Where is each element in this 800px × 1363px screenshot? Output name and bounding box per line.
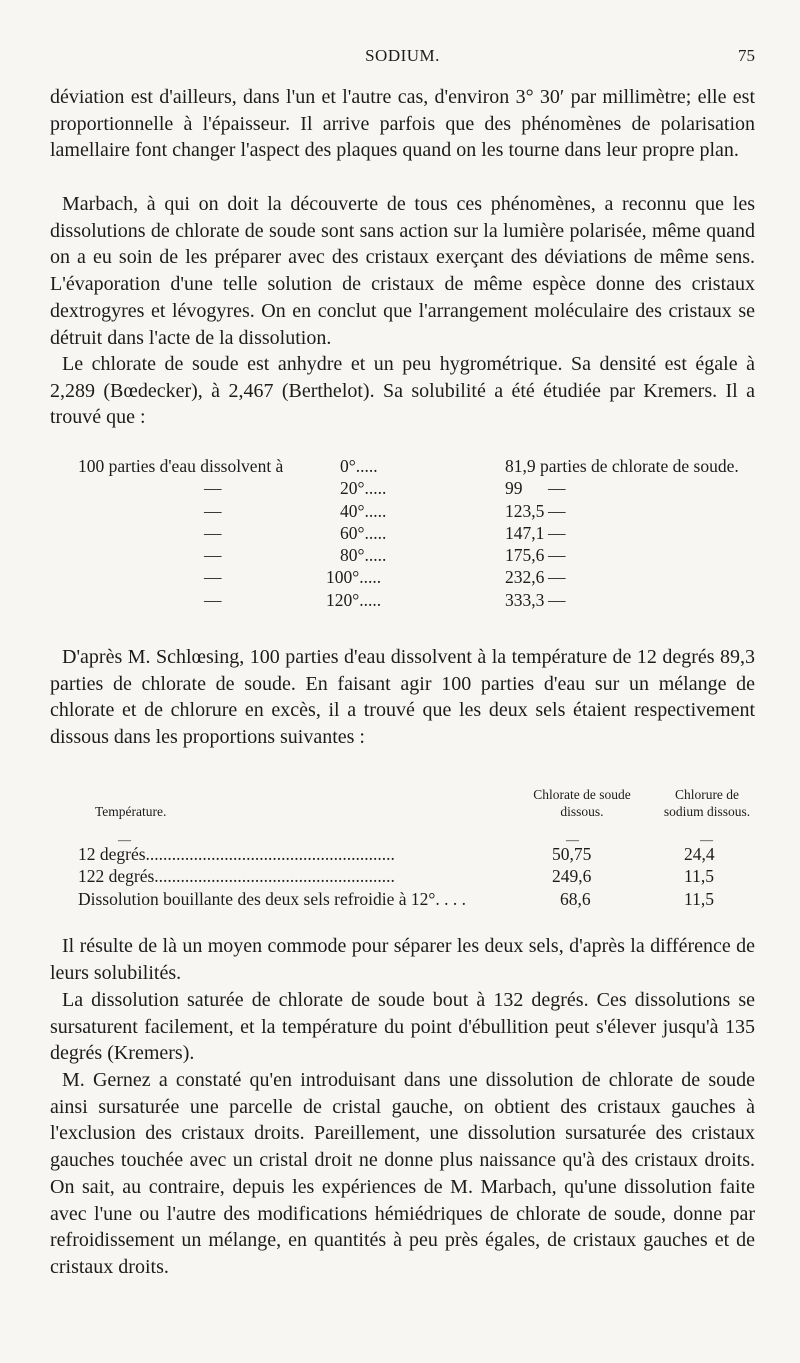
page-number: 75: [738, 46, 755, 65]
row-value: 232,6: [505, 567, 545, 588]
table-row: [78, 889, 758, 911]
table-row: [78, 844, 758, 866]
row-label: —: [204, 567, 222, 588]
header-chlorure: [656, 786, 758, 820]
row-ditto: —: [548, 567, 566, 588]
solubility-table: [78, 456, 758, 612]
paragraph-gernez: M. Gernez a constaté qu'en introduisant dans une dissolution de chlorate de soude ainsi sursaturée une parcelle de cristal gauche, on obtient des cristaux gauches à l'exclusion des cristaux droits. Pareillement, une dissolution sursaturée des cristaux gauches touchée avec un cristal droit ne donne plus naissance qu'à des cristaux droits. On sait, au contraire, depuis les expériences de M. Marbach, qu'une dissolution faite avec l'une ou l'autre des modifications hémiédriques de chlorate de soude, donne par refroidissement un mélange, en quantités à peu près égales, de cristaux gauches et de cristaux droits.: [50, 1069, 755, 1278]
row-chlorure: 11,5: [684, 888, 714, 909]
dash: —: [566, 832, 579, 847]
row-label: 100 parties d'eau dissolvent à: [78, 456, 284, 476]
row-ditto: —: [548, 478, 566, 499]
row-temperature: 0°.....: [340, 456, 378, 476]
running-title: SODIUM.: [365, 46, 440, 65]
row-temperature: 40°.....: [340, 500, 387, 521]
row-temperature: 100°.....: [326, 567, 382, 588]
header-chlorate-line1: Chlorate de soude: [533, 787, 631, 802]
paragraph-deviation: déviation est d'ailleurs, dans l'un et l'autre cas, d'environ 3° 30′ par millimètre; elle est proportionnelle à l'épaisseur. Il arrive parfois que des phénomènes de polarisation lamellaire font changer l'aspect des plaques quand on les tourne dans leur propre plan.: [50, 86, 755, 162]
row-value: 175,6: [505, 545, 545, 566]
table-row: [78, 501, 758, 523]
row-chlorate: 249,6: [552, 866, 592, 887]
row-temperature: 60°.....: [340, 522, 387, 543]
header-chlorure-line1: Chlorure de: [674, 787, 740, 802]
paragraph-boiling: La dissolution saturée de chlorate de soude bout à 132 degrés. Ces dissolutions se sursaturent facilement, et la température du point d'ébullition peut s'élever jusqu'à 135 degrés (Kremers).: [50, 989, 755, 1065]
row-temperature: 20°.....: [340, 478, 387, 499]
header-dashes: [78, 832, 758, 847]
table-header: [78, 782, 758, 832]
table-row: [78, 523, 758, 545]
header-chlorure-line2: sodium dissous.: [663, 804, 751, 819]
paragraph-schloesing: D'après M. Schlœsing, 100 parties d'eau dissolvent à la température de 12 degrés 89,3 parties de chlorate de soude. En faisant agir 100 parties d'eau sur un mélange de chlorate et de chlorure en excès, il a trouvé que les deux sels étaient respectivement dissous dans les proportions suivantes :: [50, 646, 755, 749]
mixed-solubility-table: [78, 782, 758, 911]
row-chlorate: 68,6: [560, 888, 591, 909]
row-label: —: [204, 478, 222, 499]
row-temperature: 120°.....: [326, 589, 382, 610]
row-chlorure: 11,5: [684, 866, 714, 887]
row-chlorure: 24,4: [684, 844, 715, 864]
header-temperature: Température.: [95, 804, 167, 819]
row-value: 123,5: [505, 500, 545, 521]
table-row: [78, 567, 758, 589]
row-label: Dissolution bouillante des deux sels refroidie à 12°. . . .: [78, 888, 467, 909]
header-chlorate-line2: dissous.: [560, 804, 604, 819]
row-ditto: —: [548, 500, 566, 521]
row-value: 147,1: [505, 522, 545, 543]
row-value: 99: [505, 478, 523, 499]
row-chlorate: 50,75: [552, 844, 592, 864]
running-header: [50, 46, 755, 72]
table-row: [78, 590, 758, 612]
row-value: 81,9 parties de chlorate de soude.: [505, 456, 739, 476]
row-ditto: —: [548, 522, 566, 543]
row-label: —: [204, 589, 222, 610]
table-row: [78, 545, 758, 567]
row-label: —: [204, 500, 222, 521]
table-row: [78, 866, 758, 888]
row-ditto: —: [548, 545, 566, 566]
row-ditto: —: [548, 589, 566, 610]
paragraph-chlorate-properties: Le chlorate de soude est anhydre et un peu hygrométrique. Sa densité est égale à 2,289 (Bœdecker), à 2,467 (Berthelot). Sa solubilité a été étudiée par Kremers. Il a trouvé que :: [50, 353, 755, 429]
row-label: 12 degrés.........................................................: [78, 844, 395, 864]
dash: —: [118, 832, 131, 847]
paragraph-separation: Il résulte de là un moyen commode pour séparer les deux sels, d'après la différence de leurs solubilités.: [50, 935, 755, 984]
row-temperature: 80°.....: [340, 545, 387, 566]
table-row: [78, 478, 758, 500]
table-row: [78, 456, 758, 478]
row-label: 122 degrés.......................................................: [78, 866, 395, 887]
header-chlorate: [518, 786, 646, 820]
row-label: —: [204, 522, 222, 543]
dash: —: [700, 832, 713, 847]
paragraph-marbach: Marbach, à qui on doit la découverte de tous ces phénomènes, a reconnu que les dissolutions de chlorate de soude sont sans action sur la lumière polarisée, même quand on a eu soin de les préparer avec des cristaux exerçant des déviations de même sens. L'évaporation d'une telle solution de cristaux de même espèce donne des cristaux dextrogyres et lévogyres. On en conclut que l'arrangement moléculaire des cristaux se détruit dans l'acte de la dissolution.: [50, 193, 755, 349]
row-label: —: [204, 545, 222, 566]
row-value: 333,3: [505, 589, 545, 610]
